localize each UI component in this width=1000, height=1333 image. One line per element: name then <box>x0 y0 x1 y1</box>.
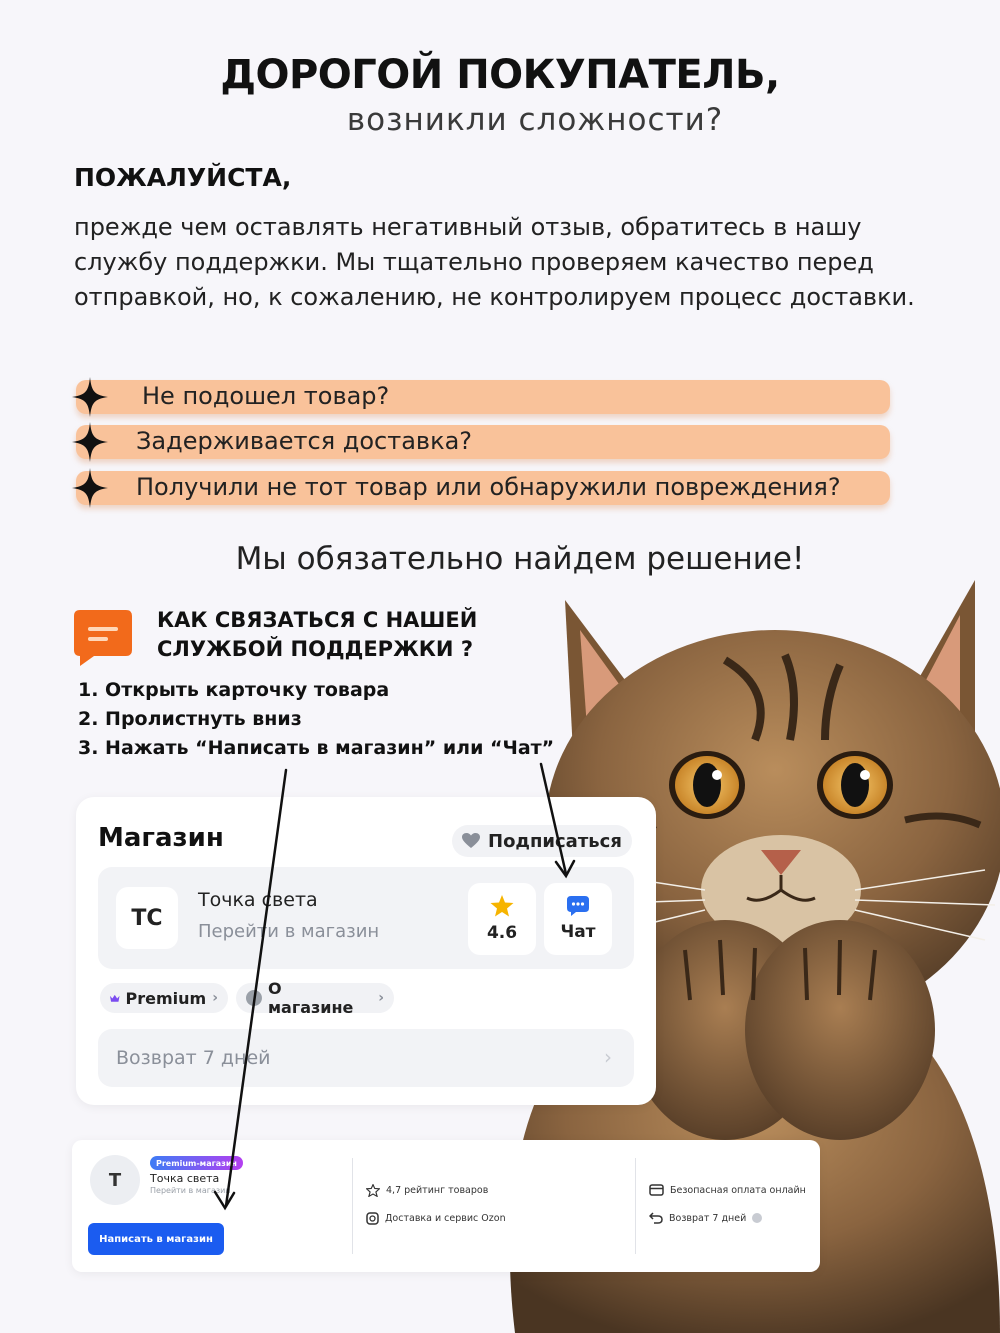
feature-item <box>366 1184 488 1197</box>
step-item: 2. Пролистнуть вниз <box>78 708 302 730</box>
question-text: Не подошел товар? <box>142 382 390 410</box>
store-name: Точка света <box>150 1172 220 1185</box>
steps-list <box>78 676 554 763</box>
question-bar <box>76 471 890 505</box>
chat-button[interactable] <box>544 883 612 955</box>
page-title: ДОРОГОЙ ПОКУПАТЕЛЬ, <box>220 52 780 98</box>
feature-text: Возврат 7 дней <box>669 1212 747 1224</box>
store-avatar: Т <box>90 1155 140 1205</box>
sparkle-icon <box>70 375 110 419</box>
feature-item <box>366 1212 506 1225</box>
chevron-right-icon: › <box>212 990 218 1006</box>
feature-text: Доставка и сервис Ozon <box>385 1213 506 1224</box>
store-link[interactable]: Перейти в магазин <box>150 1186 231 1195</box>
question-bar <box>76 425 890 459</box>
about-label: О магазине <box>267 979 354 1017</box>
step-item: 1. Открыть карточку товара <box>78 679 390 701</box>
return-label: Возврат 7 дней <box>116 1047 271 1069</box>
question-bar <box>76 380 890 414</box>
premium-label: Premium <box>125 988 207 1008</box>
info-icon <box>246 990 262 1006</box>
card-icon <box>649 1184 664 1196</box>
star-icon <box>490 895 514 917</box>
rating-badge[interactable] <box>468 883 536 955</box>
chat-logo-icon <box>74 610 132 666</box>
intro-text: прежде чем оставлять негативный отзыв, обратитесь в нашу службу поддержки. Мы тщательно проверяем качество перед отправкой, но, к сожалению, не контролируем процесс доставки. <box>74 213 915 311</box>
return-policy-row[interactable] <box>98 1029 634 1087</box>
greeting: ПОЖАЛУЙСТА, <box>74 163 292 192</box>
feature-text: 4,7 рейтинг товаров <box>386 1185 489 1196</box>
chat-icon <box>567 896 589 916</box>
chevron-right-icon: › <box>378 990 384 1006</box>
store-link[interactable]: Перейти в магазин <box>198 921 380 942</box>
premium-pill[interactable] <box>100 983 228 1013</box>
rating-value: 4.6 <box>486 923 518 943</box>
subscribe-label: Подписаться <box>488 830 622 852</box>
chevron-right-icon: › <box>604 1045 612 1069</box>
box-icon <box>366 1212 379 1225</box>
chat-label: Чат <box>560 922 596 942</box>
shop-card-small <box>72 1140 820 1272</box>
divider <box>635 1158 636 1254</box>
feature-item <box>649 1184 806 1196</box>
return-icon <box>649 1212 663 1224</box>
step-item: 3. Нажать “Написать в магазин” или “Чат” <box>78 737 555 759</box>
page-subtitle: возникли сложности? <box>346 102 724 138</box>
sparkle-icon <box>70 420 110 464</box>
feature-text: Безопасная оплата онлайн <box>670 1184 806 1196</box>
divider <box>352 1158 353 1254</box>
contact-title: КАК СВЯЗАТЬСЯ С НАШЕЙ СЛУЖБОЙ ПОДДЕРЖКИ ? <box>157 608 478 661</box>
premium-badge: Premium-магазин <box>150 1156 243 1170</box>
store-avatar: ТС <box>116 887 178 949</box>
about-pill[interactable] <box>236 979 394 1017</box>
shop-card <box>76 797 656 1105</box>
question-text: Получили не тот товар или обнаружили повреждения? <box>136 473 841 501</box>
crown-icon <box>110 991 120 1005</box>
write-to-store-button[interactable]: Написать в магазин <box>88 1223 224 1255</box>
feature-item <box>649 1212 762 1224</box>
question-text: Задерживается доставка? <box>136 427 473 455</box>
heart-icon <box>462 833 480 849</box>
promise-text: Мы обязательно найдем решение! <box>235 541 805 577</box>
shop-title: Магазин <box>98 823 224 853</box>
store-name: Точка света <box>198 889 318 911</box>
info-icon <box>752 1213 762 1223</box>
store-info[interactable] <box>98 867 634 969</box>
sparkle-icon <box>70 466 110 510</box>
star-outline-icon <box>366 1184 380 1197</box>
subscribe-button[interactable] <box>452 825 632 857</box>
